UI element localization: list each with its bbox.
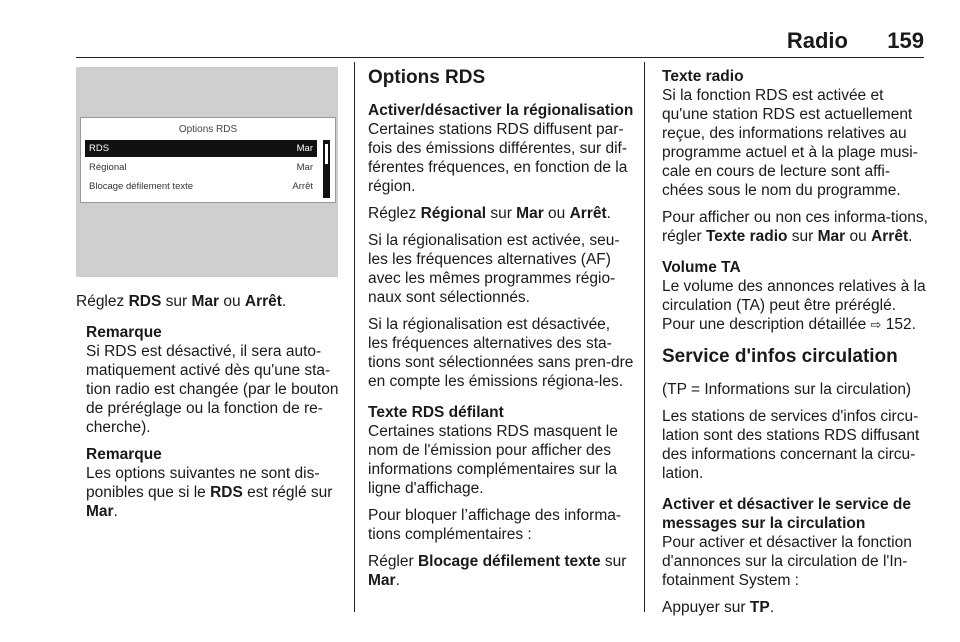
page-reference-arrow-icon: ⇨ — [870, 317, 882, 332]
column-1 — [76, 292, 342, 529]
instruction-paragraph: Réglez RDS sur Mar ou Arrêt. — [76, 293, 287, 310]
body-paragraph: Pour bloquer l’affichage des informa-tions complémentaires : — [368, 507, 622, 543]
header-rule — [76, 57, 924, 58]
note-title: Remarque — [86, 446, 162, 463]
radio-screen-figure — [76, 67, 338, 277]
scrollbar-thumb — [325, 144, 328, 164]
menu-row-label: RDS — [89, 143, 110, 154]
menu-row-label: Blocage défilement texte — [89, 181, 194, 192]
body-paragraph: Les stations de services d'infos circu-lation sont des stations RDS diffusant des informations concernant la circu-lation. — [662, 408, 920, 482]
display-screen — [80, 117, 336, 203]
body-paragraph: Si la régionalisation est activée, seu-les les fréquences alternatives (AF) avec les mêmes programmes régio-naux sont sélectionnés. — [368, 232, 620, 306]
column-divider — [354, 62, 355, 612]
section-heading: Options RDS — [368, 67, 486, 88]
instruction-paragraph: Pour afficher ou non ces informa-tions, régler Texte radio sur Mar ou Arrêt. — [662, 209, 928, 245]
instruction-paragraph: Régler Blocage défilement texte sur Mar. — [368, 553, 627, 589]
menu-row-rds — [85, 140, 317, 157]
note-1 — [86, 323, 342, 437]
note-2: Remarque Les options suivantes ne sont dis-ponibles que si le RDS est réglé sur Mar. — [86, 445, 342, 521]
instruction-paragraph: Appuyer sur TP. — [662, 599, 775, 616]
running-header-section: Radio — [786, 28, 848, 53]
section-heading: Service d'infos circulation — [662, 346, 898, 367]
menu-row-value: Mar — [296, 162, 313, 173]
column-2 — [368, 67, 634, 598]
body-paragraph: Si la régionalisation est désactivée, les fréquences alternatives des sta-tions sont sélectionnées sans pren-dre en compte les émissions régiona-les. — [368, 316, 634, 390]
subsection-ta-volume: Volume TA Le volume des annonces relatives à la circulation (TA) peut être préréglé. Pour une description détaillée ⇨ 152. — [662, 259, 926, 333]
page-number: 159 — [887, 28, 924, 53]
menu-row-text-scroll-block — [85, 178, 317, 195]
screen-title: Options RDS — [178, 124, 238, 135]
subsection-regionalisation: Activer/désactiver la régionalisation Certaines stations RDS diffusent par-fois des émissions différentes, sur dif-férentes fréquences, en fonction de la région. — [368, 102, 634, 195]
scrollbar — [323, 140, 330, 198]
subsection-radio-text: Texte radio Si la fonction RDS est activée et qu'une station RDS est actuellement reçue, des informations relatives au programme actuel et à la plage musi-cale en cours de lecture sont affi-chées sous le nom du programme. — [662, 68, 918, 199]
menu-row-value: Arrêt — [292, 181, 313, 192]
menu-row-value: Mar — [296, 143, 313, 154]
subsection-text-scroll: Texte RDS défilant Certaines stations RDS masquent le nom de l'émission pour afficher des informations complémentaires sur la ligne d'affichage. — [368, 404, 618, 497]
note-title: Remarque — [86, 324, 162, 341]
instruction-paragraph: Réglez Régional sur Mar ou Arrêt. — [368, 205, 611, 222]
menu-row-regional — [85, 159, 317, 176]
note-text: Si RDS est désactivé, il sera auto-matiquement activé dès qu'une sta-tion radio est changée (par le bouton de préréglage ou la fonction de re-cherche). — [86, 343, 339, 436]
column-3 — [662, 67, 928, 625]
body-paragraph: (TP = Informations sur la circulation) — [662, 381, 912, 398]
column-divider — [644, 62, 645, 612]
subsection-traffic-messages: Activer et désactiver le service de messages sur la circulation Pour activer et désactiver la fonction d'annonces sur la circulation de l'In-fotainment System : — [662, 496, 912, 589]
menu-row-label: Régional — [89, 162, 127, 173]
